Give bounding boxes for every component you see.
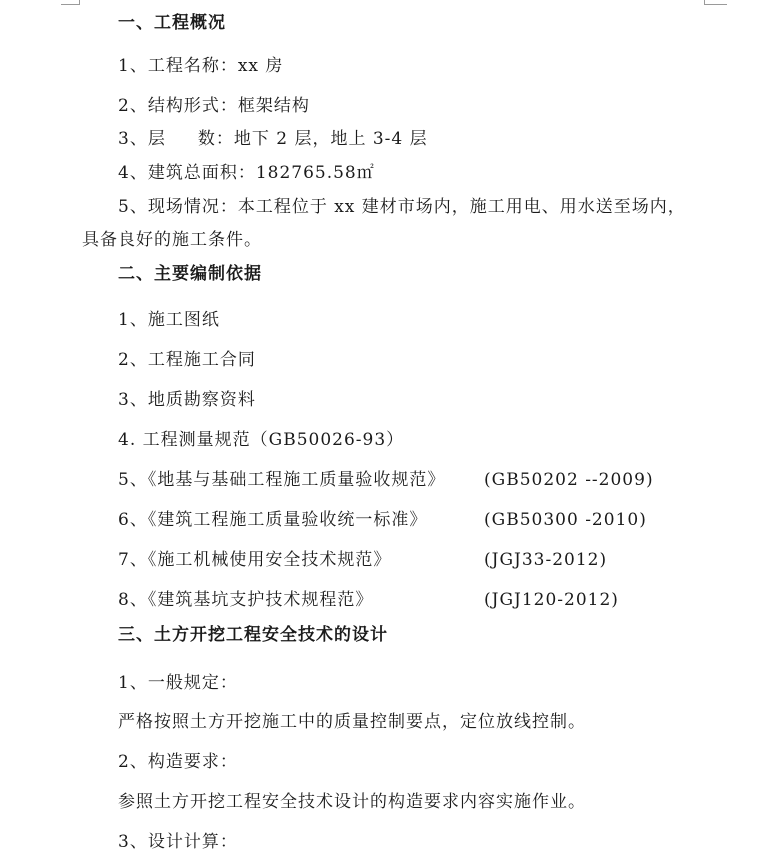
basis-item-code: (JGJ33-2012) xyxy=(484,550,608,570)
basis-item: 6、《建筑工程施工质量验收统一标准》 xyxy=(118,510,428,530)
basis-item: 3、地质勘察资料 xyxy=(118,390,256,410)
section-heading-basis: 二、主要编制依据 xyxy=(118,264,262,284)
basis-item: 1、施工图纸 xyxy=(118,310,220,330)
basis-item: 7、《施工机械使用安全技术规范》 xyxy=(118,550,392,570)
site-condition-line: 5、现场情况：本工程位于 xx 建材市场内，施工用电、用水送至场内， xyxy=(118,197,686,217)
construction-requirements-label: 2、构造要求： xyxy=(118,752,238,772)
basis-item: 4. 工程测量规范（GB50026-93） xyxy=(118,430,405,450)
total-area-line: 4、建筑总面积：182765.58㎡ xyxy=(118,163,375,183)
general-rules-label: 1、一般规定： xyxy=(118,673,238,693)
construction-requirements-body: 参照土方开挖工程安全技术设计的构造要求内容实施作业。 xyxy=(118,792,586,812)
basis-item: 5、《地基与基础工程施工质量验收规范》 xyxy=(118,470,446,490)
margin-corner-mark-right xyxy=(704,0,727,5)
section-heading-overview: 一、工程概况 xyxy=(118,13,226,33)
basis-item-code: (GB50202 --2009) xyxy=(484,470,654,490)
structure-type-line: 2、结构形式：框架结构 xyxy=(118,96,310,116)
general-rules-body: 严格按照土方开挖施工中的质量控制要点，定位放线控制。 xyxy=(118,712,586,732)
basis-item-code: (GB50300 -2010) xyxy=(484,510,647,530)
site-condition-line-continued: 具备良好的施工条件。 xyxy=(82,230,262,250)
section-heading-safety-design: 三、土方开挖工程安全技术的设计 xyxy=(118,625,388,645)
basis-item: 8、《建筑基坑支护技术规程范》 xyxy=(118,590,374,610)
design-calculation-label: 3、设计计算： xyxy=(118,832,238,852)
basis-item-code: (JGJ120-2012) xyxy=(484,590,619,610)
margin-corner-mark-left xyxy=(61,0,80,5)
floor-count-line: 3、层 数：地下 2 层，地上 3-4 层 xyxy=(118,129,428,149)
basis-item: 2、工程施工合同 xyxy=(118,350,256,370)
project-name-line: 1、工程名称：xx 房 xyxy=(118,56,284,76)
